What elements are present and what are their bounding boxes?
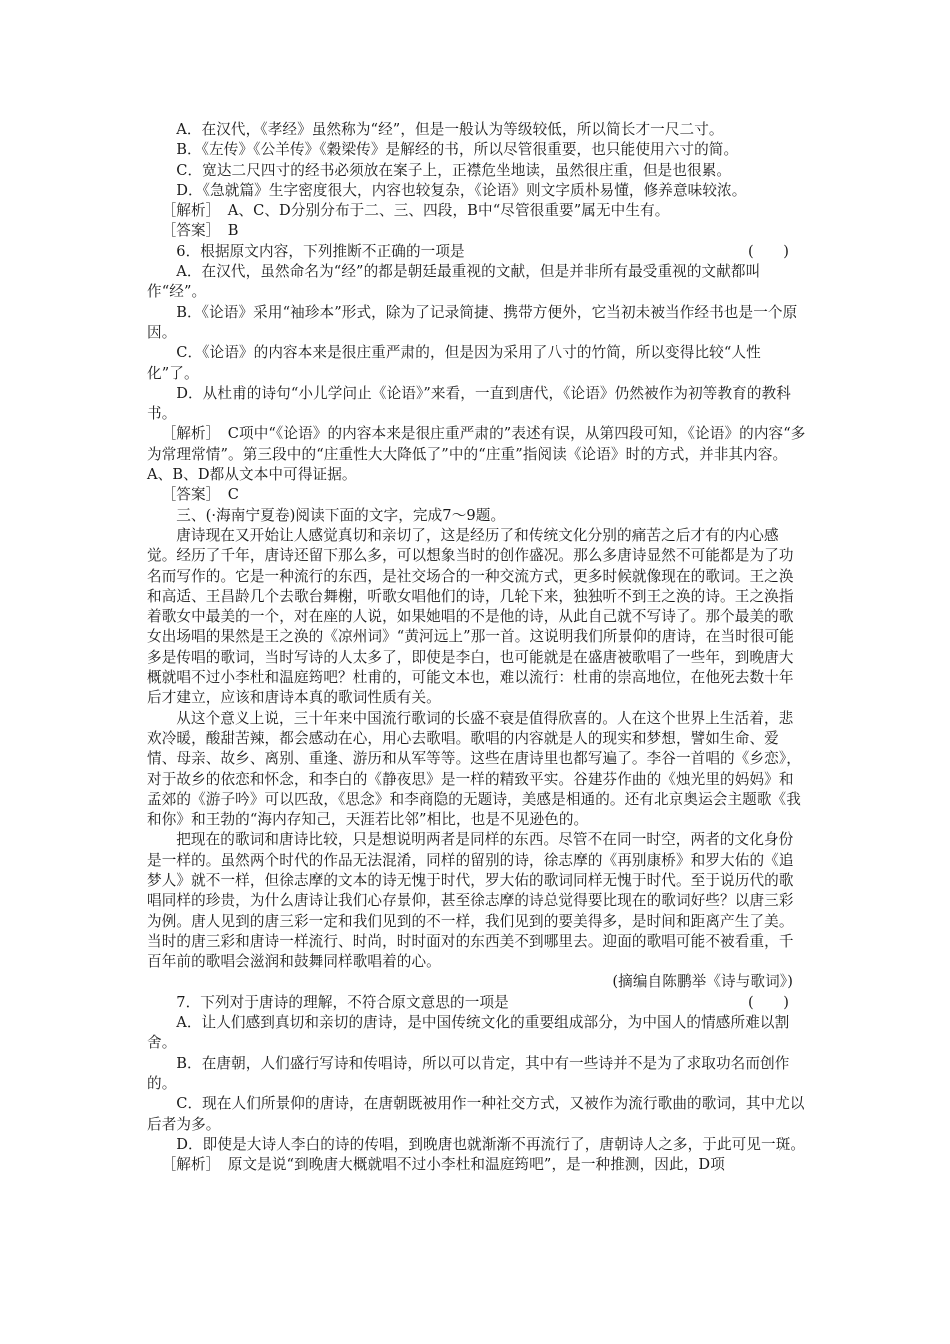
q5-option-a: A．在汉代，《孝经》虽然称为“经”，但是一般认为等级较低，所以简长才一尺二寸。 [176, 121, 724, 138]
passage-paragraph-1: 唐诗现在又开始让人感觉真切和亲切了，这是经历了和传统文化分别的痛苦之后才有的内心感觉。经历了千年，唐诗还留下那么多，可以想象当时的创作盛况。那么多唐诗显然不可能都是为了功名而写作的。它是一种流行的东西，是社交场合的一种交流方式，更多时候就像现在的歌词。王之涣和高适、王昌龄几个去歌台舞榭，听歌女唱他们的诗，几轮下来，独独听不到王之涣的诗。王之涣指着歌女中最美的一个，对在座的人说，如果她唱的不是他的诗，从此自己就不写诗了。那个最美的歌女出场唱的果然是王之涣的《凉州词》“黄河远上”那一首。这说明我们所景仰的唐诗，在当时很可能多是传唱的歌词，当时写诗的人太多了，即使是李白，也可能就是在盛唐被歌唱了一些年，到晚唐大概就唱不过小李杜和温庭筠吧？杜甫的，可能文本也，难以流行：杜甫的崇高地位，在他死去数十年后才建立，应该和唐诗本真的歌词性质有关。 [147, 526, 794, 707]
q7-option-b: B．在唐朝，人们盛行写诗和传唱诗，所以可以肯定，其中有一些诗并不是为了求取功名而创作的。 [147, 1054, 790, 1092]
q6-analysis: ［解析］ C项中“《论语》的内容本来是很庄重严肃的”表述有误，从第四段可知，《论语》的内容“多为常理常情”。第三段中的“庄重性大大降低了”中的“庄重”指阅读《论语》时的方式，并非其内容。A、B、D都从文本中可得证据。 [147, 425, 806, 484]
q7-analysis: ［解析］ 原文是说“到晚唐大概就唱不过小李杜和温庭筠吧”，是一种推测，因此，D项 [161, 1156, 725, 1174]
q7-option-a: A．让人们感到真切和亲切的唐诗，是中国传统文化的重要组成部分，为中国人的情感所难以割舍。 [147, 1014, 790, 1052]
passage-source: (摘编自陈鹏举《诗与歌词》) [612, 973, 793, 991]
q5-option-d: D．《急就篇》生字密度很大，内容也较复杂，《论语》则文字质朴易懂，修养意味较浓。 [176, 181, 747, 199]
q6-stem [147, 242, 807, 262]
q6-answer: ［答案］ C [161, 486, 240, 504]
q5-analysis: ［解析］ A、C、D分别分布于二、三、四段，B中“尽管很重要”属无中生有。 [161, 202, 670, 220]
q6-option-c: C．《论语》的内容本来是很庄重严肃的，但是因为采用了八寸的竹简，所以变得比较“人性化”了。 [147, 344, 761, 382]
q7-option-c: C．现在人们所景仰的唐诗，在唐朝既被用作一种社交方式，又被作为流行歌曲的歌词，其中尤以后者为多。 [147, 1095, 805, 1133]
q7-option-d: D．即使是大诗人李白的诗的传唱，到晚唐也就渐渐不再流行了，唐朝诗人之多，于此可见一斑。 [176, 1135, 806, 1153]
q5-answer: ［答案］ B [161, 222, 239, 240]
q6-option-a: A．在汉代，虽然命名为“经”的都是朝廷最重视的文献，但是并非所有最受重视的文献都叫作“经”。 [147, 263, 761, 301]
q5-option-c: C．宽达二尺四寸的经书必须放在案子上，正襟危坐地读，虽然很庄重，但是也很累。 [176, 161, 732, 179]
document-page [147, 120, 807, 1175]
passage-paragraph-2: 从这个意义上说，三十年来中国流行歌词的长盛不衰是值得欣喜的。人在这个世界上生活着，悲欢冷暖，酸甜苦辣，都会感动在心，用心去歌唱。歌唱的内容就是人的现实和梦想，譬如生命、爱情、母亲、故乡、离别、重逢、游历和从军等等。这些在唐诗里也都写遍了。李谷一首唱的《乡恋》，对于故乡的依恋和怀念，和李白的《静夜思》是一样的精致平实。谷建芬作曲的《烛光里的妈妈》和孟郊的《游子吟》可以匹敌，《思念》和李商隐的无题诗，美感是相通的。还有北京奥运会主题歌《我和你》和王勃的“海内存知己，天涯若比邻”相比，也是不见逊色的。 [147, 709, 801, 829]
q6-stem-text: 6．根据原文内容，下列推断不正确的一项是 [176, 242, 465, 260]
q7-stem [147, 993, 807, 1013]
q7-answer-paren: ( ) [748, 993, 789, 1011]
q6-answer-paren: ( ) [748, 242, 789, 260]
section-heading: 三、(·海南宁夏卷)阅读下面的文字，完成7～9题。 [176, 506, 506, 524]
q6-option-d: D．从杜甫的诗句“小儿学问止《论语》”来看，一直到唐代，《论语》仍然被作为初等教育的教科书。 [147, 384, 791, 423]
q6-option-b: B．《论语》采用“袖珍本”形式，除为了记录简捷、携带方便外，它当初未被当作经书也是一个原因。 [147, 303, 798, 341]
q5-option-b: B．《左传》《公羊传》《穀梁传》是解经的书，所以尽管很重要，也只能使用六寸的简。 [176, 141, 739, 159]
q7-stem-text: 7．下列对于唐诗的理解，不符合原文意思的一项是 [176, 993, 509, 1011]
passage-paragraph-3: 把现在的歌词和唐诗比较，只是想说明两者是同样的东西。尽管不在同一时空，两者的文化身份是一样的。虽然两个时代的作品无法混淆，同样的留别的诗，徐志摩的《再别康桥》和罗大佑的《追梦人》就不一样，但徐志摩的文本的诗无愧于时代，罗大佑的歌词同样无愧于时代。至于说历代的歌唱同样的珍贵，为什么唐诗让我们心存景仰，甚至徐志摩的诗总觉得要比现在的歌词好些？以唐三彩为例。唐人见到的唐三彩一定和我们见到的不一样，我们见到的要美得多，是时间和距离产生了美。当时的唐三彩和唐诗一样流行、时尚，时时面对的东西美不到哪里去。迎面的歌唱可能不被看重，千百年前的歌唱会滋润和鼓舞同样歌唱着的心。 [147, 831, 794, 971]
